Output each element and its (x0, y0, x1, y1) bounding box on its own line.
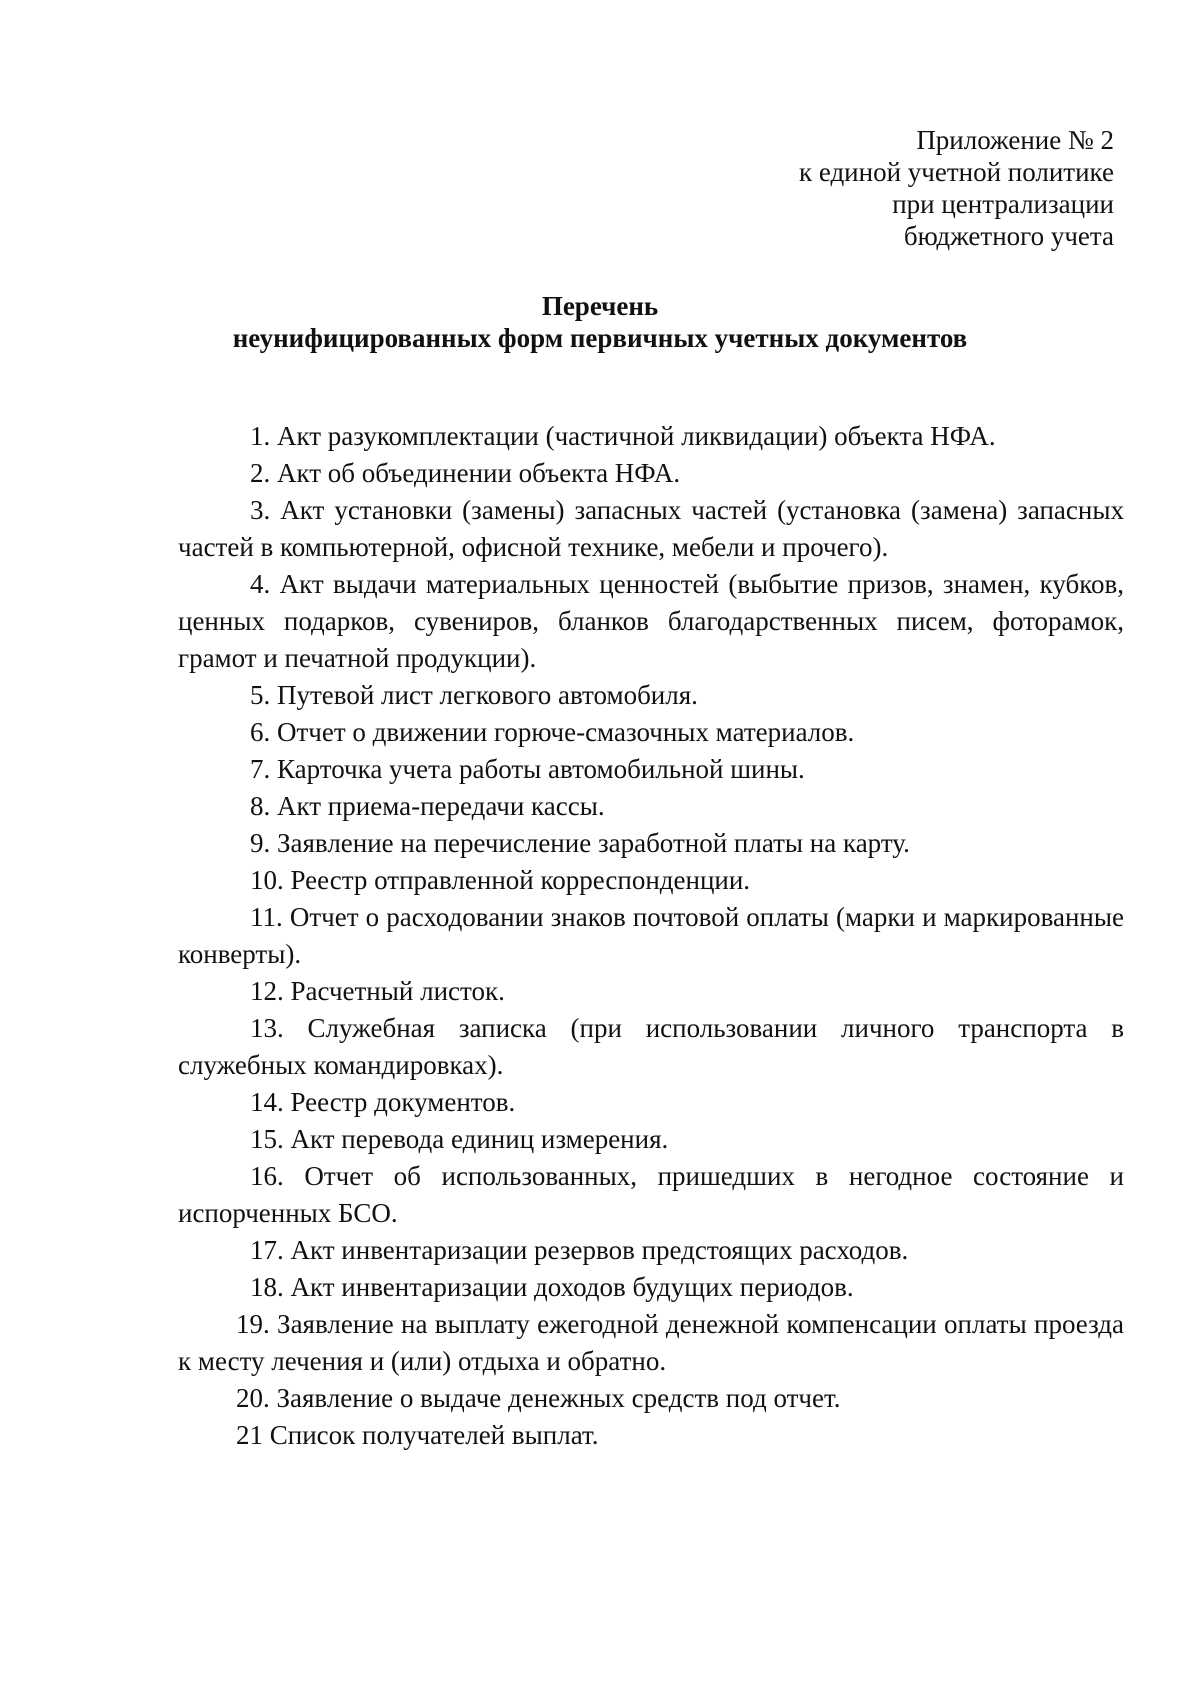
appendix-accounting: бюджетного учета (903, 221, 1114, 251)
list-item: 11. Отчет о расходовании знаков почтовой оплаты (марки и маркированные конверты). (178, 902, 1124, 969)
list-item: 9. Заявление на перечисление заработной платы на карту. (250, 828, 910, 858)
list-item: 16. Отчет об использованных, пришедших в негодное состояние и испорченных БСО. (178, 1161, 1124, 1228)
appendix-number: Приложение № 2 (916, 125, 1114, 155)
list-item: 1. Акт разукомплектации (частичной ликвидации) объекта НФА. (250, 421, 996, 451)
list-item: 4. Акт выдачи материальных ценностей (выбытие призов, знамен, кубков, ценных подарков, сувениров, бланков благодарственных писем, фоторамок, грамот и печатной продукции). (178, 569, 1124, 673)
title-line-1: Перечень (541, 291, 659, 321)
list-item: 18. Акт инвентаризации доходов будущих периодов. (250, 1272, 854, 1302)
list-item: 3. Акт установки (замены) запасных частей (установка (замена) запасных частей в компьютерной, офисной технике, мебели и прочего). (178, 495, 1124, 562)
forms-list (178, 418, 1124, 1454)
list-item: 12. Расчетный листок. (250, 976, 505, 1006)
list-item: 10. Реестр отправленной корреспонденции. (250, 865, 751, 895)
list-item: 15. Акт перевода единиц измерения. (250, 1124, 669, 1154)
list-item: 6. Отчет о движении горюче-смазочных материалов. (250, 717, 855, 747)
list-item: 17. Акт инвентаризации резервов предстоящих расходов. (250, 1235, 909, 1265)
list-item: 14. Реестр документов. (250, 1087, 516, 1117)
list-item: 21 Список получателей выплат. (236, 1420, 599, 1450)
list-item: 5. Путевой лист легкового автомобиля. (250, 680, 698, 710)
list-item: 2. Акт об объединении объекта НФА. (250, 458, 681, 488)
list-item: 13. Служебная записка (при использовании личного транспорта в служебных командировках). (178, 1013, 1124, 1080)
appendix-centralization: при централизации (892, 189, 1114, 219)
list-item: 7. Карточка учета работы автомобильной шины. (250, 754, 805, 784)
list-item: 19. Заявление на выплату ежегодной денежной компенсации оплаты проезда к месту лечения и (или) отдыха и обратно. (178, 1309, 1124, 1376)
list-item: 8. Акт приема-передачи кассы. (250, 791, 605, 821)
document-title (0, 290, 1200, 354)
title-line-2: неунифицированных форм первичных учетных документов (232, 323, 968, 353)
appendix-policy: к единой учетной политике (798, 157, 1114, 187)
list-item: 20. Заявление о выдаче денежных средств под отчет. (236, 1383, 841, 1413)
appendix-header (799, 124, 1114, 252)
